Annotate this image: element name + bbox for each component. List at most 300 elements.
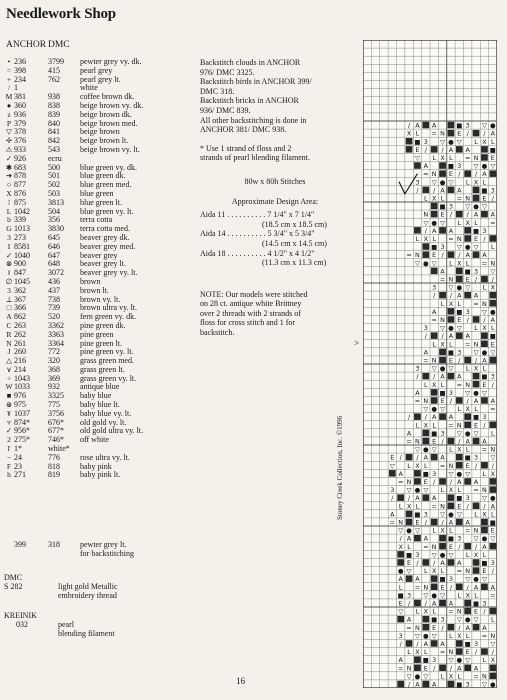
backstitch-note-line: All other backstitching is done in bbox=[200, 115, 307, 125]
stitch-cell bbox=[464, 227, 471, 234]
stitch-symbol: L bbox=[465, 364, 470, 373]
stitch-cell bbox=[464, 543, 471, 550]
stitch-symbol: N bbox=[440, 316, 445, 325]
instructions bbox=[200, 58, 350, 338]
legend-anchor: 367 bbox=[14, 294, 26, 304]
stitch-symbol: ▽ bbox=[431, 445, 437, 454]
stitch-symbol: ▽ bbox=[389, 461, 395, 470]
legend-desc: grass green vy. lt. bbox=[80, 373, 137, 383]
stitch-symbol: = bbox=[490, 405, 496, 414]
legend-symbol: ÷ bbox=[6, 373, 12, 383]
stitch-symbol: ■ bbox=[481, 372, 488, 381]
legend-symbol: ⁞ bbox=[7, 197, 11, 207]
stitch-symbol: A bbox=[423, 453, 428, 462]
stitch-symbol: / bbox=[407, 680, 411, 688]
legend-dmc: 543 bbox=[48, 144, 60, 154]
legend-symbol: ➔ bbox=[5, 171, 13, 181]
legend-symbol: h bbox=[7, 470, 11, 480]
legend-dmc: 677* bbox=[48, 426, 64, 436]
legend-dmc: 3072 bbox=[48, 268, 64, 278]
stitch-cell bbox=[448, 122, 455, 129]
stitch-symbol: ● bbox=[439, 178, 446, 187]
legend-symbol: − bbox=[6, 452, 12, 462]
stitch-symbol: A bbox=[423, 348, 428, 357]
stitch-symbol: X bbox=[431, 194, 437, 203]
stitch-symbol: / bbox=[483, 607, 486, 616]
legend-anchor: 875 bbox=[14, 197, 26, 207]
stitch-symbol: = bbox=[439, 461, 446, 470]
legend-dmc: 368 bbox=[48, 364, 60, 374]
stitch-symbol: L bbox=[432, 607, 436, 616]
legend-dmc: 646 bbox=[48, 241, 60, 251]
stitch-cell bbox=[448, 494, 455, 501]
stitch-symbol: / bbox=[491, 194, 494, 203]
legend-dmc: 415 bbox=[48, 65, 60, 75]
stitch-symbol: A bbox=[415, 121, 420, 130]
legend-dmc: white* bbox=[48, 444, 70, 454]
stitch-symbol: / bbox=[483, 421, 486, 430]
stitch-cell bbox=[422, 616, 429, 623]
legend-symbol: ✓ bbox=[5, 250, 13, 260]
backstitch-anchor: 399 bbox=[14, 540, 26, 549]
stitch-symbol: 3 bbox=[457, 162, 462, 171]
stitch-symbol: A bbox=[440, 267, 445, 276]
stitch-symbol: X bbox=[482, 510, 487, 519]
stitch-cell bbox=[422, 624, 429, 631]
stitch-symbol: ■ bbox=[456, 494, 463, 503]
stitch-cell bbox=[481, 519, 488, 526]
stitch-symbol: / bbox=[491, 567, 494, 576]
stitch-symbol: ▽ bbox=[440, 137, 446, 146]
stitch-symbol: E bbox=[432, 623, 437, 632]
stitch-cell bbox=[473, 130, 480, 137]
stitch-cell bbox=[464, 478, 471, 485]
stitch-cell bbox=[456, 268, 463, 275]
legend-anchor: 263 bbox=[14, 320, 26, 330]
stitch-cell bbox=[473, 195, 480, 202]
stitch-symbol: ■ bbox=[489, 332, 496, 341]
stitch-symbol: ■ bbox=[481, 186, 488, 195]
stitch-symbol: A bbox=[465, 332, 470, 341]
stitch-symbol: L bbox=[440, 299, 445, 308]
legend-desc: beige brown bbox=[80, 127, 120, 137]
stitch-cell bbox=[473, 624, 480, 631]
stitch-symbol: L bbox=[482, 364, 487, 373]
stitch-symbol: ■ bbox=[447, 348, 454, 357]
legend-dmc: 676* bbox=[48, 417, 64, 427]
stitch-symbol: ▽ bbox=[473, 162, 479, 171]
stitch-symbol: ▽ bbox=[456, 429, 462, 438]
page-title: Needlework Shop bbox=[6, 6, 116, 22]
stitch-symbol: L bbox=[465, 445, 470, 454]
stitch-symbol: A bbox=[432, 307, 437, 316]
stitch-symbol: X bbox=[398, 542, 403, 551]
stitch-symbol: A bbox=[448, 332, 454, 341]
legend-desc: old gold ultra vy. lt. bbox=[80, 426, 144, 436]
stitch-symbol: L bbox=[491, 324, 495, 333]
stitch-symbol: L bbox=[415, 502, 420, 511]
stitch-symbol: ● bbox=[490, 680, 496, 688]
stitch-symbol: N bbox=[440, 129, 445, 138]
stitch-symbol: X bbox=[415, 461, 420, 470]
legend-desc: coffee brown dk. bbox=[80, 92, 135, 102]
stitch-cell bbox=[431, 584, 438, 591]
stitch-symbol: X bbox=[431, 380, 437, 389]
stitch-cell bbox=[431, 332, 438, 339]
stitch-symbol: A bbox=[440, 640, 445, 649]
legend-dmc: 938 bbox=[48, 92, 60, 102]
legend-dmc: 772 bbox=[48, 347, 60, 357]
legend-symbol: • bbox=[7, 57, 11, 66]
stitch-symbol: L bbox=[440, 567, 445, 576]
stitch-cell bbox=[406, 454, 413, 461]
stitch-symbol: ● bbox=[456, 656, 463, 665]
legend-anchor: 1013 bbox=[14, 224, 30, 234]
stitch-cell bbox=[464, 665, 471, 672]
stitch-symbol: A bbox=[465, 437, 470, 446]
stitch-symbol: L bbox=[491, 510, 495, 519]
stitch-symbol: A bbox=[482, 542, 487, 551]
stitch-cell bbox=[431, 268, 438, 275]
legend-anchor: 956* bbox=[14, 426, 30, 436]
stitch-symbol: N bbox=[406, 478, 412, 487]
legend-desc: off white bbox=[80, 435, 109, 445]
legend-desc: blue green med. bbox=[80, 180, 132, 190]
legend-anchor: 933 bbox=[14, 144, 26, 154]
backstitch-note-line: ANCHOR 381/ DMC 938. bbox=[200, 125, 287, 135]
legend-symbol: 3 bbox=[7, 285, 11, 295]
stitch-cell bbox=[414, 227, 421, 234]
stitch-symbol: E bbox=[423, 478, 428, 487]
stitch-symbol: 3 bbox=[440, 243, 445, 252]
stitch-symbol: ▽ bbox=[398, 526, 404, 535]
legend-dmc: 838 bbox=[48, 100, 60, 110]
stitch-symbol: ▽ bbox=[456, 243, 462, 252]
stitch-symbol: A bbox=[473, 210, 479, 219]
stitch-symbol: ● bbox=[464, 615, 471, 624]
legend-anchor: 683 bbox=[14, 162, 26, 172]
legend-symbol: ¥ bbox=[7, 408, 11, 418]
stitch-symbol: L bbox=[407, 461, 411, 470]
stitch-symbol: ▽ bbox=[456, 510, 462, 519]
stitch-symbol: X bbox=[423, 421, 429, 430]
legend-dmc: 3364 bbox=[48, 338, 64, 348]
stitch-cell bbox=[448, 308, 455, 315]
stitch-symbol: L bbox=[482, 550, 487, 559]
stitch-symbol: N bbox=[448, 648, 454, 657]
stitch-symbol: L bbox=[457, 591, 462, 600]
legend-desc: pearl grey bbox=[80, 65, 113, 75]
stitch-symbol: ■ bbox=[439, 202, 446, 211]
model-note-line: backstitch. bbox=[200, 328, 235, 338]
stitch-cell bbox=[406, 138, 413, 145]
legend-symbol: C bbox=[6, 320, 12, 330]
stitch-symbol: X bbox=[440, 154, 445, 163]
stitch-symbol: = bbox=[398, 478, 404, 487]
stitch-symbol: L bbox=[465, 550, 470, 559]
stitch-symbol: / bbox=[474, 648, 478, 657]
legend-symbol: X bbox=[6, 188, 12, 198]
stitch-symbol: L bbox=[432, 340, 436, 349]
legend-desc: beaver grey lt. bbox=[80, 259, 126, 269]
stitch-symbol: A bbox=[490, 129, 495, 138]
stitch-symbol: A bbox=[423, 162, 428, 171]
stitch-cell bbox=[489, 665, 496, 672]
stitch-symbol: 3 bbox=[423, 324, 428, 333]
stitch-symbol: / bbox=[424, 518, 427, 527]
legend-symbol: L bbox=[6, 206, 12, 216]
stitch-symbol: ■ bbox=[464, 453, 471, 462]
legend-dmc: 738 bbox=[48, 294, 60, 304]
stitch-symbol: ▽ bbox=[481, 307, 487, 316]
stitch-cell bbox=[464, 357, 471, 364]
stitch-symbol: N bbox=[415, 251, 420, 260]
stitch-cell bbox=[481, 211, 488, 218]
stitch-cell bbox=[473, 187, 480, 194]
stitch-cell bbox=[431, 575, 438, 582]
legend-symbol: 3 bbox=[7, 232, 11, 242]
stitch-symbol: E bbox=[415, 145, 420, 154]
stitch-symbol: = bbox=[439, 275, 446, 284]
stitch-cell bbox=[439, 357, 446, 364]
stitch-cell bbox=[489, 608, 496, 615]
legend-anchor: 216 bbox=[14, 356, 26, 366]
legend-dmc: 502 bbox=[48, 180, 60, 190]
stitch-symbol: ▽ bbox=[456, 615, 462, 624]
stitch-symbol: E bbox=[440, 397, 445, 406]
legend-desc: pine green dk. bbox=[80, 320, 126, 330]
stitch-symbol: A bbox=[457, 664, 462, 673]
stitch-cell bbox=[464, 413, 471, 420]
stitch-symbol: 3 bbox=[448, 388, 453, 397]
legend-symbol: + bbox=[6, 74, 12, 84]
stitch-symbol: = bbox=[456, 567, 462, 576]
stitch-symbol: ● bbox=[490, 307, 496, 316]
stitch-symbol: X bbox=[440, 526, 445, 535]
stitch-symbol: ▽ bbox=[414, 526, 420, 535]
legend-dmc: 3325 bbox=[48, 391, 64, 401]
legend-symbol: ▽ bbox=[6, 127, 12, 137]
stitch-symbol: ▽ bbox=[440, 218, 446, 227]
stitch-cell bbox=[431, 519, 438, 526]
stitch-symbol: ▽ bbox=[406, 567, 412, 576]
stitch-symbol: ▽ bbox=[490, 534, 496, 543]
stitch-symbol: A bbox=[432, 121, 437, 130]
stitch-symbol: ▽ bbox=[414, 631, 420, 640]
stitch-symbol: A bbox=[482, 356, 487, 365]
stitch-symbol: ■ bbox=[464, 640, 471, 649]
stitch-symbol: 3 bbox=[415, 364, 420, 373]
stitch-symbol: E bbox=[457, 316, 462, 325]
stitch-symbol: ■ bbox=[414, 510, 421, 519]
stitch-symbol: ■ bbox=[431, 615, 438, 624]
legend-dmc: 356 bbox=[48, 215, 60, 225]
design-area-metric: (14.5 cm x 14.5 cm) bbox=[262, 238, 327, 248]
stitch-cell bbox=[439, 413, 446, 420]
stitch-symbol: = bbox=[423, 170, 429, 179]
stitch-symbol: A bbox=[432, 680, 437, 688]
stitch-symbol: / bbox=[416, 640, 419, 649]
legend-desc: brown ultra vy. lt. bbox=[80, 303, 138, 313]
stitch-symbol: ■ bbox=[473, 226, 480, 235]
backstitch-desc2: for backstitching bbox=[80, 549, 134, 558]
stitch-symbol: / bbox=[466, 397, 469, 406]
stitch-symbol: ■ bbox=[489, 518, 496, 527]
legend-desc: brown bbox=[80, 276, 101, 286]
legend-anchor: 234 bbox=[14, 74, 26, 84]
stitch-symbol: L bbox=[474, 405, 478, 414]
stitch-symbol: A bbox=[432, 226, 437, 235]
stitch-symbol: A bbox=[490, 502, 495, 511]
kreinik-key bbox=[4, 611, 115, 638]
stitch-symbol: N bbox=[482, 299, 487, 308]
stitch-symbol: A bbox=[432, 599, 437, 608]
stitch-cell bbox=[414, 470, 421, 477]
stitch-symbol: X bbox=[406, 502, 412, 511]
stitch-cell bbox=[489, 357, 496, 364]
stitch-symbol: L bbox=[482, 469, 487, 478]
legend-anchor: 260 bbox=[14, 347, 26, 357]
stitch-symbol: ● bbox=[473, 388, 479, 397]
stitch-symbol: ■ bbox=[481, 559, 488, 568]
stitch-symbol: X bbox=[482, 324, 487, 333]
stitch-symbol: = bbox=[414, 583, 421, 592]
stitch-symbol: A bbox=[390, 510, 395, 519]
stitch-cell bbox=[481, 146, 488, 153]
legend-anchor: 8581 bbox=[14, 241, 30, 251]
legend-anchor: 936 bbox=[14, 109, 26, 119]
stitch-symbol: N bbox=[431, 356, 437, 365]
legend-desc: baby blue lt. bbox=[80, 400, 120, 410]
stitch-symbol: A bbox=[406, 534, 412, 543]
stitch-symbol: 3 bbox=[398, 631, 403, 640]
legend-anchor: 1037 bbox=[14, 408, 30, 418]
stitch-symbol: 3 bbox=[432, 283, 437, 292]
legend-anchor: 214 bbox=[14, 364, 26, 374]
legend-desc: pewter grey vy. dk. bbox=[80, 57, 142, 66]
stitch-symbol: / bbox=[407, 121, 411, 130]
stitch-symbol: A bbox=[448, 599, 454, 608]
stitch-symbol: A bbox=[465, 623, 470, 632]
legend-anchor: 379 bbox=[14, 118, 26, 128]
backstitch-note-line: 936/ DMC 839. bbox=[200, 105, 251, 115]
stitch-symbol: ■ bbox=[422, 656, 429, 665]
stitch-cell bbox=[481, 648, 488, 655]
stitch-cell bbox=[431, 389, 438, 396]
legend-dmc: 437 bbox=[48, 285, 60, 295]
legend-row bbox=[2, 471, 192, 480]
kreinik-num: 032 bbox=[16, 620, 28, 629]
legend-symbol: ⚠ bbox=[5, 144, 13, 154]
backstitch-desc1: pewter grey lt. bbox=[80, 540, 127, 549]
stitch-cell bbox=[414, 535, 421, 542]
backstitch-note-line: 976/ DMC 3325. bbox=[200, 67, 255, 77]
stitch-cell bbox=[439, 162, 446, 169]
legend-symbol: ⊛ bbox=[5, 400, 13, 410]
stitch-symbol: ▽ bbox=[448, 364, 454, 373]
legend-dmc: 775 bbox=[48, 400, 60, 410]
stitch-cell bbox=[473, 559, 480, 566]
legend-anchor: 271 bbox=[14, 470, 26, 480]
anchor-header: ANCHOR bbox=[6, 40, 47, 50]
stitch-cell bbox=[422, 373, 429, 380]
stitch-symbol: ▽ bbox=[414, 445, 420, 454]
stitch-symbol: = bbox=[439, 648, 446, 657]
stitch-cell bbox=[414, 162, 421, 169]
stitch-symbol: A bbox=[448, 226, 454, 235]
stitch-symbol: L bbox=[465, 631, 470, 640]
legend-desc: beaver grey vy. lt. bbox=[80, 268, 138, 278]
stitch-symbol: / bbox=[458, 356, 461, 365]
stitch-symbol: ● bbox=[464, 243, 471, 252]
legend-symbol: ○ bbox=[6, 180, 12, 190]
legend-row bbox=[2, 146, 192, 155]
stitch-cell bbox=[489, 486, 496, 493]
stitch-symbol: = bbox=[490, 591, 496, 600]
legend-dmc: 3799 bbox=[48, 57, 64, 66]
legend-desc: beige brown vy. dk. bbox=[80, 100, 144, 110]
stitch-symbol: / bbox=[466, 502, 469, 511]
stitch-symbol: 3 bbox=[474, 453, 479, 462]
stitch-symbol: X bbox=[448, 299, 454, 308]
stitch-symbol: ■ bbox=[431, 243, 438, 252]
backstitch-note-line: Backstitch clouds in ANCHOR bbox=[200, 58, 301, 67]
legend-dmc: 501 bbox=[48, 171, 60, 181]
stitch-cell bbox=[481, 332, 488, 339]
stitch-symbol: ● bbox=[490, 121, 496, 130]
stitch-symbol: / bbox=[466, 583, 469, 592]
stitch-symbol: A bbox=[406, 429, 412, 438]
stitch-symbol: ▽ bbox=[481, 494, 487, 503]
legend-symbol: = bbox=[6, 65, 12, 75]
stitch-symbol: = bbox=[406, 437, 412, 446]
stitch-symbol: A bbox=[482, 437, 487, 446]
stitch-cell bbox=[422, 438, 429, 445]
legend-symbol: M bbox=[5, 92, 13, 102]
stitch-symbol: L bbox=[415, 607, 420, 616]
stitch-symbol: L bbox=[449, 259, 453, 268]
legend-desc: pine green bbox=[80, 329, 114, 339]
stitch-symbol: / bbox=[407, 413, 411, 422]
stitch-count: 80w x 80h Stitches bbox=[244, 176, 306, 186]
legend-desc: pine green lt. bbox=[80, 338, 122, 348]
stitch-symbol: L bbox=[398, 583, 403, 592]
stitch-symbol: 3 bbox=[482, 413, 487, 422]
legend-anchor: 378 bbox=[14, 127, 26, 137]
stitch-symbol: ▽ bbox=[465, 469, 471, 478]
stitch-cell bbox=[464, 422, 471, 429]
legend-anchor: 976 bbox=[14, 391, 26, 401]
stitch-symbol: N bbox=[482, 672, 487, 681]
stitch-symbol: / bbox=[483, 129, 486, 138]
stitch-symbol: ● bbox=[490, 494, 496, 503]
legend-desc: brown lt. bbox=[80, 285, 109, 295]
stitch-cell bbox=[406, 640, 413, 647]
legend-anchor: 381 bbox=[14, 92, 26, 102]
legend-anchor: 1043 bbox=[14, 373, 30, 383]
stitch-symbol: 3 bbox=[482, 226, 487, 235]
legend-symbol: z bbox=[7, 109, 11, 119]
stitch-symbol: N bbox=[490, 259, 496, 268]
legend-dmc: 3813 bbox=[48, 197, 64, 207]
stitch-symbol: ▽ bbox=[448, 178, 454, 187]
stitch-symbol: A bbox=[448, 518, 454, 527]
stitch-symbol: A bbox=[482, 251, 487, 260]
stitch-symbol: N bbox=[465, 567, 471, 576]
stitch-symbol: 3 bbox=[474, 267, 479, 276]
stitch-symbol: L bbox=[474, 510, 478, 519]
stitch-symbol: E bbox=[398, 599, 403, 608]
